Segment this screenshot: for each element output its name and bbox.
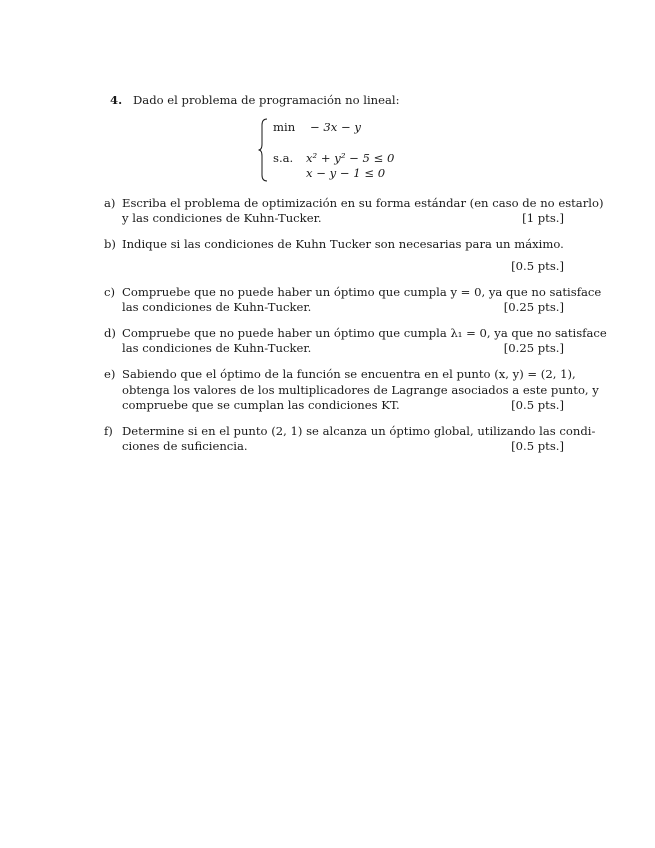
objective-expression: − 3x − y (310, 120, 361, 134)
item-b-line-1: Indique si las condiciones de Kuhn Tucker son necesarias para un máximo. (122, 237, 564, 251)
item-e-line-1: Sabiendo que el óptimo de la función se encuentra en el punto (x, y) = (2, 1), (122, 367, 576, 381)
item-d-points: [0.25 pts.] (503, 341, 564, 355)
item-f-label: f) (104, 424, 113, 438)
item-b-label: b) (104, 237, 116, 251)
item-e-points: [0.5 pts.] (511, 398, 564, 412)
item-c-line-2: las condiciones de Kuhn-Tucker. (122, 300, 312, 314)
item-a-points: [1 pts.] (522, 211, 564, 225)
problem-number: 4. (110, 93, 123, 107)
item-e-label: e) (104, 367, 116, 381)
item-a-label: a) (104, 196, 116, 210)
problem-intro: Dado el problema de programación no lineal: (133, 93, 400, 107)
item-f-points: [0.5 pts.] (511, 439, 564, 453)
constraint-2: x − y − 1 ≤ 0 (306, 166, 386, 180)
item-e-line-2: obtenga los valores de los multiplicadores de Lagrange asociados a este punto, y (122, 383, 599, 397)
item-a-line-2: y las condiciones de Kuhn-Tucker. (122, 211, 322, 225)
item-d-label: d) (104, 326, 116, 340)
constraint-1: x² + y² − 5 ≤ 0 (306, 151, 395, 165)
item-d-line-2: las condiciones de Kuhn-Tucker. (122, 341, 312, 355)
item-e-line-3: compruebe que se cumplan las condiciones KT. (122, 398, 400, 412)
constraints-keyword: s.a. (273, 151, 294, 165)
objective-keyword: min (273, 120, 296, 134)
system-brace (258, 118, 268, 182)
item-f-line-2: ciones de suficiencia. (122, 439, 248, 453)
item-f-line-1: Determine si en el punto (2, 1) se alcanza un óptimo global, utilizando las condi- (122, 424, 596, 438)
item-c-points: [0.25 pts.] (503, 300, 564, 314)
item-b-points: [0.5 pts.] (511, 259, 564, 273)
item-a-line-1: Escriba el problema de optimización en su forma estándar (en caso de no estarlo) (122, 196, 604, 210)
item-c-line-1: Compruebe que no puede haber un óptimo que cumpla y = 0, ya que no satisface (122, 285, 602, 299)
item-c-label: c) (104, 285, 116, 299)
item-d-line-1: Compruebe que no puede haber un óptimo que cumpla λ₁ = 0, ya que no satisface (122, 326, 607, 340)
